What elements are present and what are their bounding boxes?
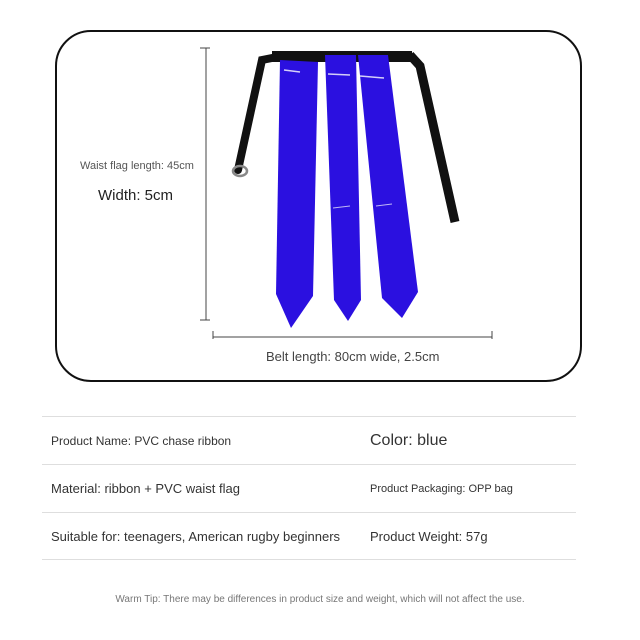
spec-product-name: Product Name: PVC chase ribbon [51,433,232,448]
spec-row-material [42,464,576,512]
spec-weight: Product Weight: 57g [370,528,488,544]
spec-material: Material: ribbon + PVC waist flag [51,481,240,496]
spec-packaging: Product Packaging: OPP bag [370,482,513,495]
flag-middle [325,55,361,321]
spec-suitable-for: Suitable for: teenagers, American rugby beginners [51,528,341,544]
spec-row-name [42,416,576,464]
length-dimension-line [200,48,210,320]
spec-color: Color: blue [370,431,448,449]
flag-right [358,55,418,318]
flag-width-label: Width: 5cm [98,187,174,204]
warm-tip: Warm Tip: There may be differences in product size and weight, which will not affect the use. [115,594,525,605]
spec-row-suitable [42,512,576,560]
belt-length-label: Belt length: 80cm wide, 2.5cm [266,349,440,364]
spec-table [42,416,576,560]
flag-length-label: Waist flag length: 45cm [80,160,194,172]
belt-dimension-line [213,331,492,339]
flag-left [276,60,318,328]
